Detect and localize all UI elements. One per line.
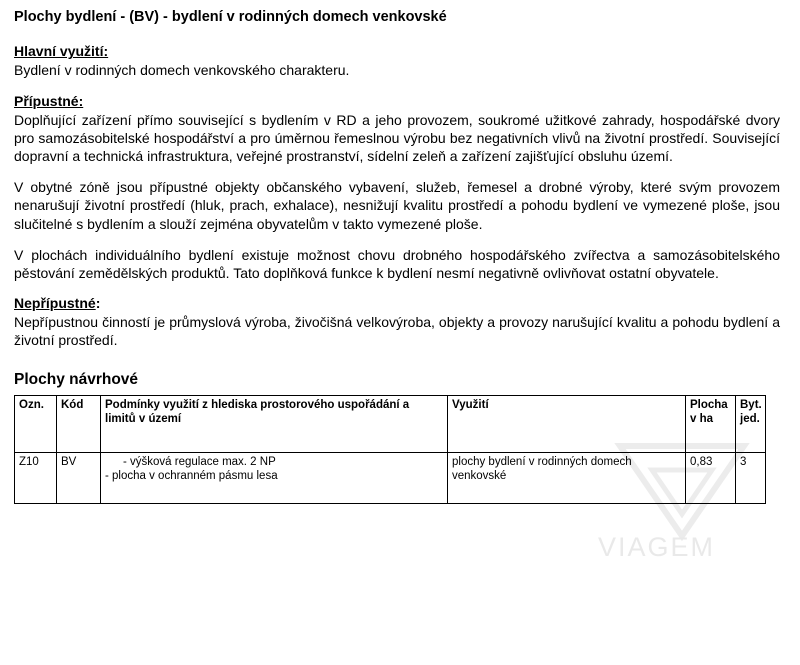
cell-podminky-item-1: - plocha v ochranném pásmu lesa bbox=[105, 470, 278, 483]
section-heading-pripustne: Přípustné: bbox=[14, 92, 84, 109]
cell-podminky bbox=[101, 453, 448, 504]
section-heading-nepripustne-text: Nepřípustné bbox=[14, 295, 96, 312]
section-1-paragraph-1: V obytné zóně jsou přípustné objekty občanského vybavení, služeb, řemesel a drobné výroby, které svým provozem nenarušují životní prostředí (hluk, prach, exhalace), nesnižují kvalitu prostředí a pohodu bydlení ve vymezené ploše, jsou slučitelné s bydlením a slouží zejména obyvatelům v takto vymezené ploše. bbox=[14, 179, 780, 232]
cell-plocha: 0,83 bbox=[686, 453, 736, 504]
section-heading-nepripustne bbox=[14, 295, 780, 311]
column-header-byt: Byt. jed. bbox=[736, 396, 766, 453]
section-heading-nepripustne-colon: : bbox=[95, 295, 101, 312]
section-1-paragraph-2: V plochách individuálního bydlení existuje možnost chovu drobného hospodářského zvířectva a samozásobitelského pěstování zemědělských produktů. Tato doplňková funkce k bydlení nesmí negativně ovlivňovat ostatní obyvatele. bbox=[14, 246, 780, 281]
document-content bbox=[14, 9, 780, 504]
table-title: Plochy návrhové bbox=[14, 371, 139, 389]
column-header-vyuziti: Využití bbox=[448, 396, 686, 453]
column-header-plocha: Plocha v ha bbox=[686, 396, 736, 453]
column-header-ozn: Ozn. bbox=[15, 396, 57, 453]
watermark-text: VIAGEM bbox=[598, 532, 716, 562]
section-heading-hlavni-vyuziti: Hlavní využití: bbox=[14, 43, 109, 60]
section-0-paragraph-0: Bydlení v rodinných domech venkovského charakteru. bbox=[14, 62, 350, 79]
section-2-paragraph-0: Nepřípustnou činností je průmyslová výroba, živočišná velkovýroba, objekty a provozy narušující kvalitu a pohodu bydlení a životní prostředí. bbox=[14, 314, 780, 349]
section-1-paragraph-0: Doplňující zařízení přímo související s bydlením v RD a jeho provozem, soukromé užitkové zahrady, hospodářské dvory pro samozásobitelské hospodářství a pro úměrnou řemeslnou výrobu bez negativních vlivů na životní prostředí. Související dopravní a technická infrastruktura, veřejné prostranství, sídelní zeleň a zařízení zajišťující obsluhu území. bbox=[14, 111, 780, 164]
spacer bbox=[14, 362, 780, 371]
cell-vyuziti: plochy bydlení v rodinných domech venkovské bbox=[448, 453, 686, 504]
table-header-row bbox=[15, 396, 766, 453]
table-row bbox=[15, 453, 766, 504]
cell-kod: BV bbox=[57, 453, 101, 504]
plochy-navrhove-table bbox=[14, 395, 766, 504]
page-title: Plochy bydlení - (BV) - bydlení v rodinných domech venkovské bbox=[14, 9, 447, 25]
column-header-kod: Kód bbox=[57, 396, 101, 453]
cell-ozn: Z10 bbox=[15, 453, 57, 504]
cell-podminky-item-0: - výšková regulace max. 2 NP bbox=[123, 456, 276, 469]
column-header-podminky: Podmínky využití z hlediska prostorového uspořádání a limitů v území bbox=[101, 396, 448, 453]
cell-byt: 3 bbox=[736, 453, 766, 504]
